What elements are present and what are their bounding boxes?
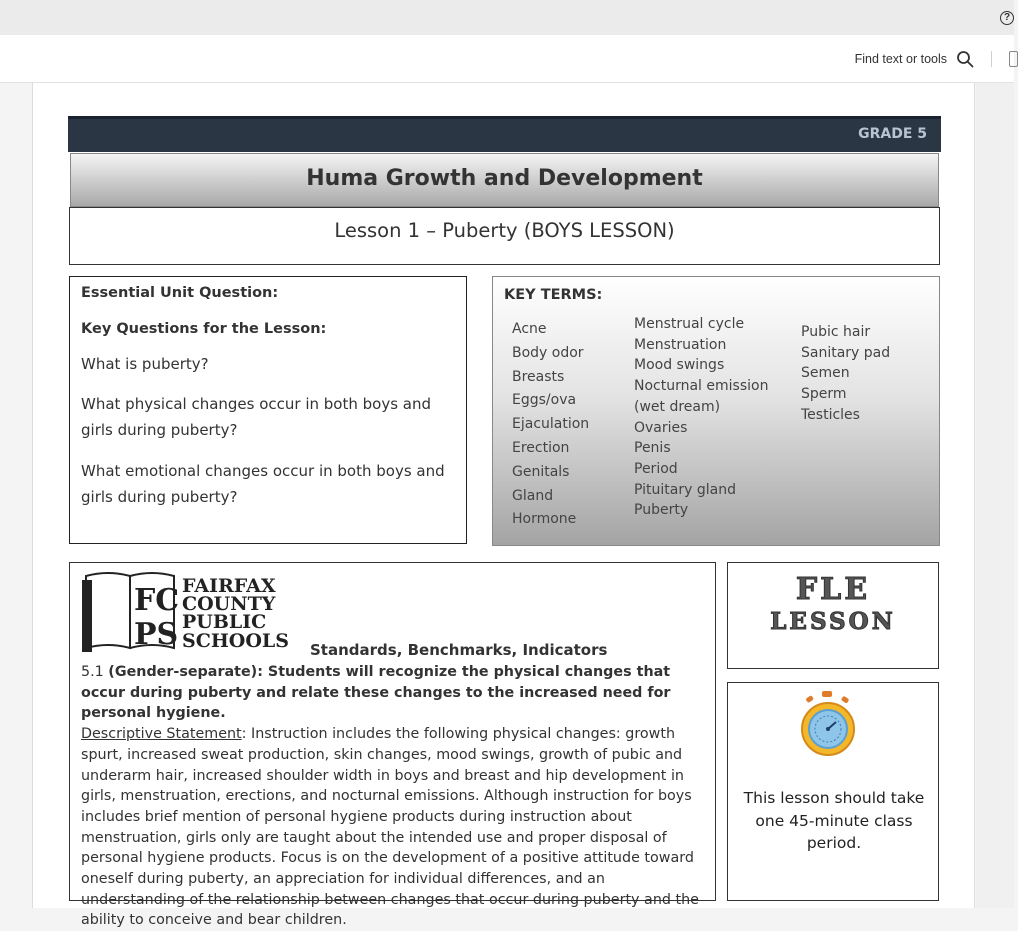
window-top-strip [0, 0, 1014, 35]
lesson-subtitle: LESSON [770, 608, 896, 635]
fle-title: FLE [795, 572, 871, 607]
svg-text:PUBLIC: PUBLIC [182, 611, 267, 633]
key-term: Testicles [801, 406, 860, 423]
title-banner [70, 153, 939, 207]
lesson-time-box [727, 682, 939, 901]
standard-bold-text: (Gender-separate): Students will recognize the physical changes that occur during puberty and relate these changes to the increased need for personal hygiene. [81, 664, 671, 722]
descriptive-statement-label: Descriptive Statement [81, 726, 242, 743]
standard-code: 5.1 [81, 664, 104, 680]
lesson-box [69, 207, 940, 265]
document-page [32, 83, 975, 929]
key-term: Erection [512, 440, 570, 456]
svg-text:FAIRFAX: FAIRFAX [182, 575, 276, 597]
key-term: Hormone [512, 511, 577, 528]
essential-question-heading: Essential Unit Question: [81, 285, 279, 301]
standards-box [69, 562, 716, 929]
key-term: Pubic hair [801, 324, 871, 340]
questions-box [69, 276, 467, 544]
key-term: Acne [512, 321, 547, 337]
svg-text:PS: PS [134, 617, 179, 652]
viewer-toolbar [0, 35, 1014, 83]
toolbar-divider [991, 51, 992, 67]
search-icon[interactable] [956, 50, 974, 68]
key-term: Period [634, 460, 678, 477]
key-term: Gland [512, 487, 554, 504]
fcps-logo [80, 568, 289, 656]
document-title: Huma Growth and Development [306, 166, 703, 191]
lesson-duration-text: This lesson should take one 45-minute class period. [743, 789, 925, 852]
key-questions-heading: Key Questions for the Lesson: [81, 321, 327, 337]
grade-banner [68, 116, 941, 152]
key-term: Sanitary pad [801, 344, 891, 361]
panel-icon[interactable] [1009, 51, 1018, 67]
question-1: What is puberty? [81, 355, 209, 373]
key-term: Genitals [512, 463, 570, 480]
key-term: Penis [634, 440, 671, 457]
key-term: Pituitary gland [634, 481, 736, 498]
question-2: What physical changes occur in both boys and girls during puberty? [81, 395, 432, 439]
descriptive-statement-text: : Instruction includes the following physical changes: growth spurt, increased sweat production, skin changes, mood swings, growth of pubic and underarm hair, increased shoulder width in boys and breast and hip development in girls, menstruation, erections, and nocturnal emissions. Although instruction for boys includes brief mention of personal hygiene products during instruction about menstruation, girls only are taught about the intended use and proper disposal of personal hygiene products. Focus is on the development of a positive attitude toward oneself during puberty, an appreciation for individual differences, and an understanding of the relationship between changes that occur during puberty and the ability to conceive and bear children. [81, 726, 699, 929]
key-term: Sperm [801, 386, 847, 403]
key-term: Ovaries [634, 419, 688, 436]
key-terms-box [492, 276, 940, 546]
right-gutter [976, 83, 1014, 908]
find-text-label[interactable]: Find text or tools [854, 52, 947, 66]
key-term: Semen [801, 365, 850, 382]
key-term: Nocturnal emission [634, 378, 769, 395]
key-term: Body odor [512, 344, 584, 361]
svg-text:SCHOOLS: SCHOOLS [182, 630, 289, 652]
svg-text:COUNTY: COUNTY [182, 593, 276, 615]
standards-body [81, 662, 711, 931]
key-term: Ejaculation [512, 416, 590, 433]
standards-heading: Standards, Benchmarks, Indicators [310, 641, 608, 659]
key-term: Menstruation [634, 336, 727, 353]
question-3: What emotional changes occur in both boys and girls during puberty? [81, 462, 445, 506]
svg-text:FC: FC [134, 583, 180, 618]
help-icon[interactable]: ? [1000, 11, 1014, 25]
key-term: Eggs/ova [512, 392, 577, 409]
key-term: Puberty [634, 502, 689, 519]
key-term: (wet dream) [634, 398, 721, 415]
lesson-title: Lesson 1 – Puberty (BOYS LESSON) [334, 219, 675, 242]
key-terms-heading: KEY TERMS: [504, 287, 603, 303]
key-term: Mood swings [634, 357, 725, 374]
grade-label: GRADE 5 [858, 126, 927, 142]
key-term: Menstrual cycle [634, 316, 745, 332]
key-term: Breasts [512, 368, 565, 385]
stopwatch-icon [792, 689, 864, 761]
fle-lesson-box [727, 562, 939, 669]
